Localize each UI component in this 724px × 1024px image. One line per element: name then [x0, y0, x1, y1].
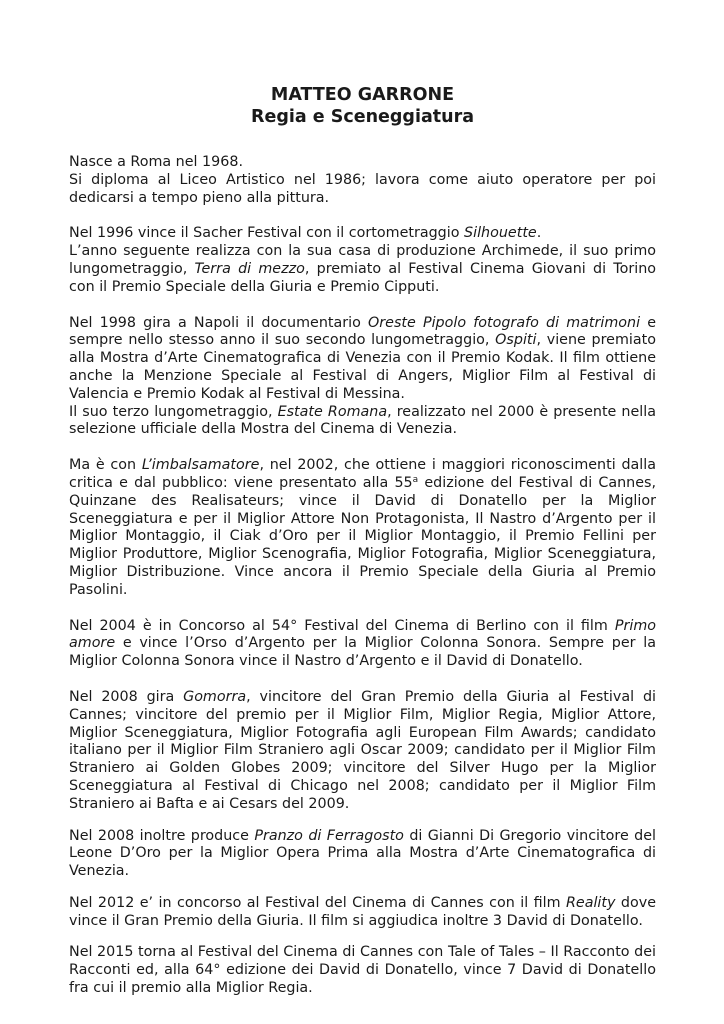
text-run: dove vince il Gran Premio della Giuria. Il film si aggiudica inoltre 3 David di Donatello.	[69, 894, 657, 929]
page-subtitle: Regia e Sceneggiatura	[250, 107, 475, 127]
paragraph-line	[69, 225, 656, 243]
work-title: Estate Romana	[277, 403, 388, 420]
page-title: MATTEO GARRONE	[270, 85, 455, 105]
work-title: L’imbalsamatore	[141, 457, 260, 474]
text-run: , vincitore del Gran Premio della Giuria al Festival di Cannes; vincitore del premio per il Miglior Film, Miglior Regia, Miglior Attore, Miglior Sceneggiatura, Miglior Fotografia agli European Film Awards; candidato italiano per il Miglior Film Straniero agli Oscar 2009; candidato per il Miglior Film Straniero ai Golden Globes 2009; vincitore del Silver Hugo per la Miglior Sceneggiatura al Festival di Chicago nel 2008; candidato per il Miglior Film Straniero ai Bafta e ai Cesars del 2009.	[69, 688, 656, 812]
bio-paragraph	[69, 895, 656, 931]
bio-paragraph	[69, 618, 656, 671]
paragraph-line	[69, 895, 656, 931]
ordinal-superscript: a	[412, 474, 419, 485]
bio-paragraph	[69, 315, 656, 440]
work-title: Gomorra	[183, 688, 247, 705]
biography-body	[69, 154, 656, 998]
text-run: Nel 2004 è in Concorso al 54° Festival del Cinema di Berlino con il film	[69, 617, 615, 634]
paragraph-line	[69, 618, 656, 671]
text-run: Nel 1996 vince il Sacher Festival con il cortometraggio	[69, 225, 465, 242]
bio-paragraph	[69, 944, 656, 997]
text-run: Nel 2008 inoltre produce	[69, 827, 255, 844]
bio-paragraph	[69, 689, 656, 814]
text-run: Si diploma al Liceo Artistico nel 1986; lavora come aiuto operatore per poi dedicarsi a tempo pieno alla pittura.	[69, 171, 656, 206]
text-run: e sempre nello stesso anno il suo secondo lungometraggio,	[69, 314, 657, 349]
bio-paragraph	[69, 225, 656, 296]
text-run: L’anno seguente realizza con la sua casa di produzione Archimede, il suo primo lungometraggio,	[69, 243, 656, 277]
text-run: Ma è con	[69, 457, 142, 474]
text-run: Il suo terzo lungometraggio,	[69, 403, 278, 420]
text-run: , nel 2002, che ottiene i maggiori riconoscimenti dalla critica e dal pubblico: viene presentato alla 55	[69, 457, 656, 491]
text-run: , viene premiato alla Mostra d’Arte Cinematografica di Venezia con il Premio Kodak. Il film ottiene anche la Menzione Speciale al Festival di Angers, Miglior Film al Festival di Valencia e Premio Kodak al Festival di Messina.	[69, 332, 656, 402]
work-title: Pranzo di Ferragosto	[254, 827, 404, 844]
bio-paragraph	[69, 154, 656, 207]
paragraph-line	[69, 944, 656, 997]
work-title: Silhouette	[464, 225, 537, 242]
document-page	[69, 84, 656, 1016]
work-title: Terra di mezzo	[194, 260, 305, 277]
work-title: Ospiti	[495, 332, 537, 349]
text-run: Nasce a Roma nel 1968.	[69, 154, 243, 170]
paragraph-line	[69, 689, 656, 814]
paragraph-line	[69, 172, 656, 208]
work-title: Primo amore	[69, 617, 656, 652]
work-title: Oreste Pipolo fotografo di matrimoni	[368, 314, 641, 331]
paragraph-line	[69, 404, 656, 440]
text-run: , premiato al Festival Cinema Giovani di Torino con il Premio Speciale della Giuria e Premio Cipputi.	[69, 260, 657, 295]
text-run: edizione del Festival di Cannes, Quinzane des Realisateurs; vince il David di Donatello per la Miglior Sceneggiatura e per il Miglior Attore Non Protagonista, Il Nastro d’Argento per il Miglior Montaggio, il Ciak d’Oro per il Miglior Montaggio, il Premio Fellini per Miglior Produttore, Miglior Scenografia, Miglior Fotografia, Miglior Sceneggiatura, Miglior Distribuzione. Vince ancora il Premio Speciale della Giuria al Premio Pasolini.	[69, 474, 657, 598]
work-title: Reality	[565, 894, 616, 911]
text-run: .	[536, 225, 542, 242]
paragraph-line	[69, 154, 656, 172]
paragraph-line	[69, 315, 656, 404]
paragraph-line	[69, 828, 656, 881]
text-run: Nel 2015 torna al Festival del Cinema di Cannes con Tale of Tales – Il Racconto dei Racconti ed, alla 64° edizione dei David di Donatello, vince 7 David di Donatello fra cui il premio alla Miglior Regia.	[69, 944, 656, 997]
bio-paragraph	[69, 828, 656, 881]
text-run: di Gianni Di Gregorio vincitore del Leone D’Oro per la Miglior Opera Prima alla Mostra d’Arte Cinematografica di Venezia.	[69, 827, 656, 880]
text-run: Nel 2012 e’ in concorso al Festival del Cinema di Cannes con il film	[69, 894, 566, 911]
text-run: Nel 1998 gira a Napoli il documentario	[69, 314, 369, 331]
bio-paragraph	[69, 457, 656, 599]
text-run: , realizzato nel 2000 è presente nella selezione ufficiale della Mostra del Cinema di Venezia.	[69, 403, 656, 438]
text-run: e vince l’Orso d’Argento per la Miglior Colonna Sonora. Sempre per la Miglior Colonna Sonora vince il Nastro d’Argento e il David di Donatello.	[69, 635, 656, 670]
text-run: Nel 2008 gira	[69, 688, 184, 705]
paragraph-line	[69, 243, 656, 296]
paragraph-line	[69, 457, 656, 599]
